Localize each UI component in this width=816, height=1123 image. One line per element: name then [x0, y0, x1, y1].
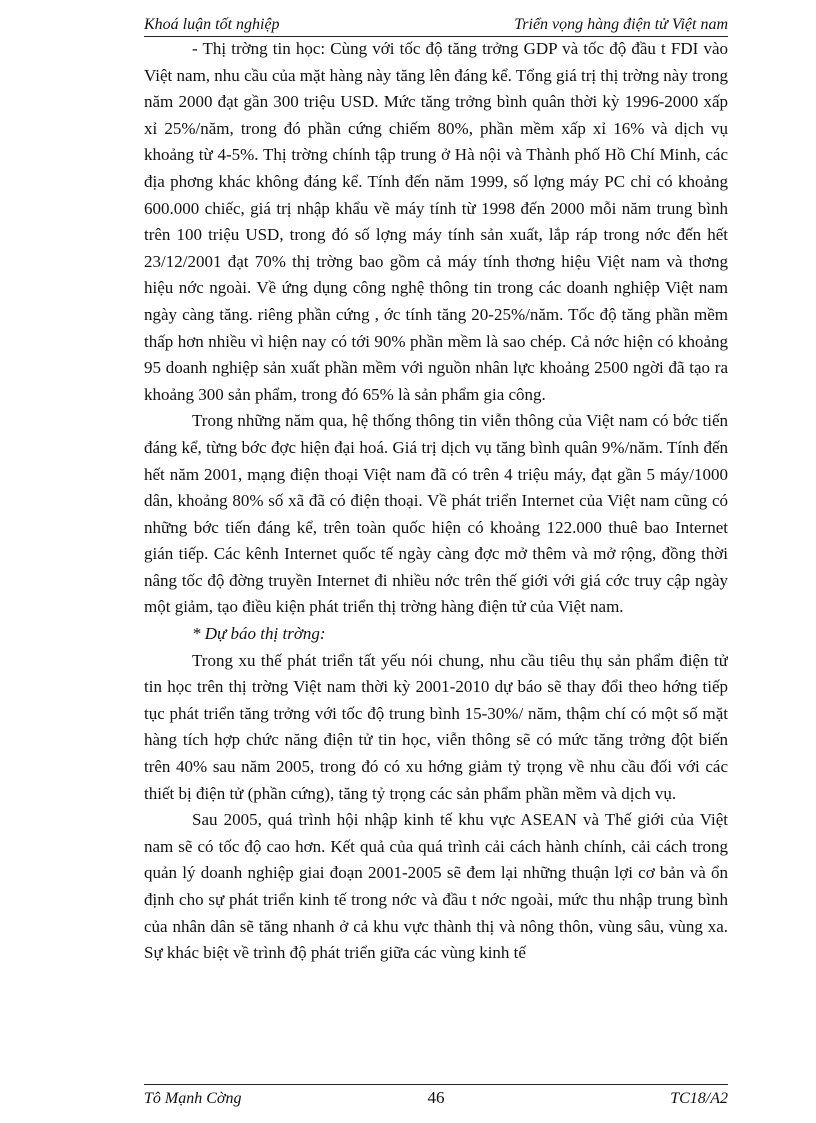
page-footer — [144, 1088, 728, 1114]
header-right-title: Triển vọng hàng điện tử Việt nam — [514, 16, 728, 33]
paragraph-it-market: - Thị trờng tin học: Cùng với tốc độ tăng trởng GDP và tốc độ đầu t FDI vào Việt nam, nhu cầu của mặt hàng này tăng lên đáng kể. Tổng giá trị thị trờng này trong năm 2000 đạt gần 300 triệu USD. Mức tăng trởng bình quân thời kỳ 1996-2000 xấp xỉ 25%/năm, trong đó phần cứng chiếm 80%, phần mềm xấp xỉ 16% và dịch vụ khoảng từ 4-5%. Thị trờng chính tập trung ở Hà nội và Thành phố Hồ Chí Minh, các địa phơng khác không đáng kể. Tính đến năm 1999, số lợng máy PC chỉ có khoảng 600.000 chiếc, giá trị nhập khẩu về máy tính từ 1998 đến 2000 mỗi năm trung bình trên 100 triệu USD, trong đó số lợng máy tính sản xuất, lắp ráp trong nớc đến hết 23/12/2001 đạt 70% thị trờng bao gồm cả máy tính thơng hiệu Việt nam và thơng hiệu nớc ngoài. Về ứng dụng công nghệ thông tin trong các doanh nghiệp Việt nam ngày càng tăng. riêng phần cứng , ớc tính tăng 20-25%/năm. Tốc độ tăng phần mềm thấp hơn nhiều vì hiện nay có tới 90% phần mềm là sao chép. Cả nớc hiện có khoảng 95 doanh nghiệp sản xuất phần mềm với nguồn nhân lực khoảng 2500 ngời đã tạo ra khoảng 300 sản phẩm, trong đó 65% là sản phẩm gia công. — [144, 39, 728, 404]
footer-author: Tô Mạnh Cờng — [144, 1090, 242, 1107]
document-body — [144, 36, 728, 1076]
page-number: 46 — [427, 1088, 445, 1107]
paragraph-forecast: Trong xu thế phát triển tất yếu nói chung, nhu cầu tiêu thụ sản phẩm điện tử tin học trên thị trờng Việt nam thời kỳ 2001-2010 dự báo sẽ thay đổi theo hớng tiếp tục phát triển tăng trởng với tốc độ trung bình 15-30%/ năm, thậm chí có một số mặt hàng tích hợp chức năng điện tử tin học, viễn thông sẽ có mức tăng trởng đột biến trên 40% sau năm 2005, trong đó có xu hớng giảm tỷ trọng về nhu cầu đối với các thiết bị điện tử (phần cứng), tăng tỷ trọng các sản phẩm phần mềm và dịch vụ. — [144, 650, 728, 803]
paragraph-after-2005: Sau 2005, quá trình hội nhập kinh tế khu vực ASEAN và Thế giới của Việt nam sẽ có tốc độ cao hơn. Kết quả của quá trình cải cách hành chính, cải cách trong quản lý doanh nghiệp giai đoạn 2001-2005 sẽ đem lại những thuận lợi cơ bản và ổn định cho sự phát triển kinh tế trong nớc và đầu t nớc ngoài, mức thu nhập trung bình của nhân dân sẽ tăng nhanh ở cả khu vực thành thị và nông thôn, vùng sâu, vùng xa. Sự khác biệt về trình độ phát triển giữa các vùng kinh tế — [144, 810, 728, 963]
footer-class-code: TC18/A2 — [670, 1090, 728, 1107]
paragraph-telecom: Trong những năm qua, hệ thống thông tin viễn thông của Việt nam có bớc tiến đáng kể, từng bớc đợc hiện đại hoá. Giá trị dịch vụ tăng bình quân 9%/năm. Tính đến hết năm 2001, mạng điện thoại Việt nam đã có trên 4 triệu máy, đạt gần 5 máy/1000 dân, khoảng 80% số xã đã có điện thoại. Về phát triển Internet của Việt nam cũng có những bớc tiến đáng kể, trên toàn quốc hiện có khoảng 122.000 thuê bao Internet gián tiếp. Các kênh Internet quốc tế ngày càng đợc mở thêm và mở rộng, đồng thời nâng tốc độ đờng truyền Internet đi nhiều nớc trên thế giới với giá cớc truy cập ngày một giảm, tạo điều kiện phát triển thị trờng hàng điện tử của Việt nam. — [144, 411, 728, 617]
header-left-title: Khoá luận tốt nghiệp — [144, 16, 280, 33]
footer-divider — [144, 1084, 728, 1085]
page-header — [144, 14, 728, 36]
section-subhead: * Dự báo thị trờng: — [192, 624, 326, 644]
